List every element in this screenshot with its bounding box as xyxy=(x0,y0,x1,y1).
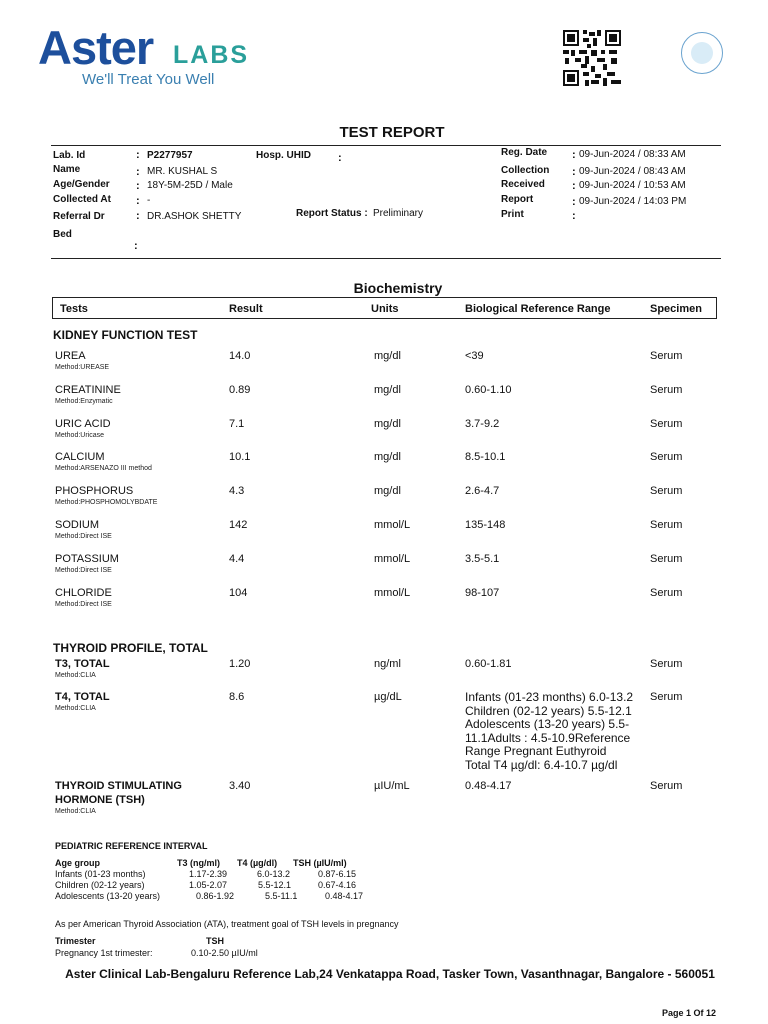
age-gender-label: Age/Gender xyxy=(53,179,110,190)
test-result: 10.1 xyxy=(229,451,251,463)
test-specimen: Serum xyxy=(650,519,683,531)
test-method: Method:Direct ISE xyxy=(55,533,112,540)
colon: : xyxy=(572,149,576,161)
pediatric-age: Adolescents (13-20 years) xyxy=(55,891,161,901)
test-range: 2.6-4.7 xyxy=(465,485,500,497)
pediatric-age: Infants (01-23 months) xyxy=(55,869,146,879)
test-name: THYROID STIMULATING xyxy=(55,780,182,792)
pediatric-t3: 1.05-2.07 xyxy=(189,880,228,890)
col-header-range: Biological Reference Range xyxy=(465,303,611,315)
test-method: Method:Uricase xyxy=(55,432,105,439)
test-result: 7.1 xyxy=(229,418,245,430)
test-unit: ng/ml xyxy=(374,658,401,670)
colon: : xyxy=(134,240,138,252)
colon: : xyxy=(136,166,140,178)
collected-at-value: - xyxy=(147,195,151,206)
header-divider-top xyxy=(51,145,721,146)
colon: : xyxy=(572,196,576,208)
accreditation-seal-icon xyxy=(681,32,723,74)
brand-logo-name: Aster xyxy=(38,21,154,74)
lab-address: Aster Clinical Lab-Bengaluru Reference Lab,24 Venkatappa Road, Tasker Town, Vasanthnagar, Bangalore - 560051 xyxy=(65,967,715,981)
report-date-value: 09-Jun-2024 / 14:03 PM xyxy=(579,196,687,207)
test-unit: mg/dl xyxy=(374,451,401,463)
range-line: Adolescents (13-20 years) 5.5- xyxy=(465,717,630,731)
test-specimen: Serum xyxy=(650,418,683,430)
pediatric-header-age: Age group xyxy=(55,858,100,868)
report-title: TEST REPORT xyxy=(339,124,445,141)
test-result: 142 xyxy=(229,519,248,531)
test-range-long xyxy=(465,691,650,772)
colon: : xyxy=(572,180,576,192)
test-specimen: Serum xyxy=(650,587,683,599)
col-header-specimen: Specimen xyxy=(650,303,702,315)
pediatric-t3: 0.86-1.92 xyxy=(196,891,235,901)
trimester-label: Pregnancy 1st trimester: xyxy=(55,948,153,958)
test-method: Method:UREASE xyxy=(55,364,110,371)
test-specimen: Serum xyxy=(650,451,683,463)
col-header-tests: Tests xyxy=(60,303,88,315)
range-line: 11.1Adults : 4.5-10.9Reference xyxy=(465,730,631,745)
trimester-header: Trimester xyxy=(55,936,96,946)
test-specimen: Serum xyxy=(650,780,683,792)
test-name: PHOSPHORUS xyxy=(55,485,134,497)
brand-tagline: We'll Treat You Well xyxy=(82,71,215,88)
ata-note: As per American Thyroid Association (ATA), treatment goal of TSH levels in pregnancy xyxy=(55,919,399,929)
qr-code-icon xyxy=(563,30,621,86)
thyroid-group-title: THYROID PROFILE, TOTAL xyxy=(53,641,208,655)
test-result: 104 xyxy=(229,587,248,599)
test-name: CHLORIDE xyxy=(55,587,112,599)
kidney-group-title: KIDNEY FUNCTION TEST xyxy=(53,328,198,342)
section-title: Biochemistry xyxy=(353,280,443,296)
test-range: 98-107 xyxy=(465,587,500,599)
test-result: 14.0 xyxy=(229,350,251,362)
page-number: Page 1 Of 12 xyxy=(661,1008,716,1018)
colon: : xyxy=(136,210,140,222)
range-line: Total T4 µg/dl: 6.4-10.7 µg/dl xyxy=(465,757,618,772)
test-method: Method:Direct ISE xyxy=(55,601,112,608)
range-line: Children (02-12 years) 5.5-12.1 xyxy=(465,703,632,718)
test-range: 0.48-4.17 xyxy=(465,780,512,792)
colon: : xyxy=(136,180,140,192)
colon: : xyxy=(136,149,140,161)
test-result: 8.6 xyxy=(229,691,245,703)
test-name-line2: HORMONE (TSH) xyxy=(55,794,145,806)
test-unit: mmol/L xyxy=(374,519,411,531)
test-unit: mmol/L xyxy=(374,587,411,599)
collection-label: Collection xyxy=(501,165,550,176)
collected-at-label: Collected At xyxy=(53,194,111,205)
test-unit: mg/dl xyxy=(374,350,401,362)
test-method: Method:CLIA xyxy=(55,672,96,679)
test-result: 4.3 xyxy=(229,485,245,497)
trimester-value: 0.10-2.50 µIU/ml xyxy=(191,948,258,958)
received-value: 09-Jun-2024 / 10:53 AM xyxy=(579,180,686,191)
pediatric-t4: 5.5-12.1 xyxy=(258,880,292,890)
test-unit: mg/dl xyxy=(374,485,401,497)
test-name: CALCIUM xyxy=(55,451,105,463)
pediatric-tsh: 0.48-4.17 xyxy=(325,891,364,901)
print-label: Print xyxy=(501,209,524,220)
referral-value: DR.ASHOK SHETTY xyxy=(147,211,242,222)
test-method: Method:Direct ISE xyxy=(55,567,112,574)
test-range: 0.60-1.10 xyxy=(465,384,512,396)
hosp-uhid-label: Hosp. UHID xyxy=(256,150,311,161)
test-name: CREATININE xyxy=(55,384,121,396)
test-unit: µIU/mL xyxy=(374,780,410,792)
test-name: T3, TOTAL xyxy=(55,658,110,670)
lab-id-value: P2277957 xyxy=(147,150,193,161)
test-specimen: Serum xyxy=(650,658,683,670)
range-line: Range Pregnant Euthyroid xyxy=(465,744,607,758)
age-gender-value: 18Y-5M-25D / Male xyxy=(147,180,233,191)
reg-date-value: 09-Jun-2024 / 08:33 AM xyxy=(579,149,686,160)
test-specimen: Serum xyxy=(650,485,683,497)
test-name: T4, TOTAL xyxy=(55,691,110,703)
test-method: Method:Enzymatic xyxy=(55,398,113,405)
test-result: 1.20 xyxy=(229,658,251,670)
header-divider-bottom xyxy=(51,258,721,259)
pediatric-header-t4: T4 (µg/dl) xyxy=(237,858,278,868)
report-date-label: Report xyxy=(501,194,534,205)
test-method: Method:CLIA xyxy=(55,808,96,815)
lab-id-label: Lab. Id xyxy=(53,150,86,161)
test-range: 135-148 xyxy=(465,519,506,531)
range-line: Infants (01-23 months) 6.0-13.2 xyxy=(465,690,634,704)
test-method: Method:CLIA xyxy=(55,705,96,712)
pediatric-age: Children (02-12 years) xyxy=(55,880,145,890)
pediatric-t4: 6.0-13.2 xyxy=(257,869,291,879)
test-specimen: Serum xyxy=(650,691,683,703)
test-unit: µg/dL xyxy=(374,691,402,703)
trimester-tsh-header: TSH xyxy=(206,936,224,946)
colon: : xyxy=(572,166,576,178)
pediatric-t4: 5.5-11.1 xyxy=(265,891,298,901)
test-range: <39 xyxy=(465,350,484,362)
brand-logo-sub: LABS xyxy=(173,41,250,69)
test-name: URIC ACID xyxy=(55,418,111,430)
test-result: 4.4 xyxy=(229,553,245,565)
pediatric-tsh: 0.87-6.15 xyxy=(318,869,357,879)
reg-date-label: Reg. Date xyxy=(501,147,548,158)
test-unit: mg/dl xyxy=(374,384,401,396)
collection-value: 09-Jun-2024 / 08:43 AM xyxy=(579,166,686,177)
name-label: Name xyxy=(53,164,81,175)
pediatric-tsh: 0.67-4.16 xyxy=(318,880,357,890)
report-status-value: Preliminary xyxy=(373,208,424,219)
bed-label: Bed xyxy=(53,229,72,240)
test-range: 8.5-10.1 xyxy=(465,451,506,463)
test-unit: mg/dl xyxy=(374,418,401,430)
pediatric-header-tsh: TSH (µIU/ml) xyxy=(293,858,347,868)
test-range: 0.60-1.81 xyxy=(465,658,512,670)
col-header-result: Result xyxy=(229,303,263,315)
test-specimen: Serum xyxy=(650,384,683,396)
colon: : xyxy=(338,152,342,164)
test-name: UREA xyxy=(55,350,86,362)
test-unit: mmol/L xyxy=(374,553,411,565)
test-specimen: Serum xyxy=(650,350,683,362)
report-status-label: Report Status : xyxy=(296,208,368,219)
test-method: Method:PHOSPHOMOLYBDATE xyxy=(55,499,158,506)
test-range: 3.7-9.2 xyxy=(465,418,500,430)
test-specimen: Serum xyxy=(650,553,683,565)
col-header-units: Units xyxy=(371,303,399,315)
pediatric-t3: 1.17-2.39 xyxy=(189,869,228,879)
patient-name: MR. KUSHAL S xyxy=(147,166,218,177)
colon: : xyxy=(572,210,576,222)
test-range: 3.5-5.1 xyxy=(465,553,500,565)
test-name: SODIUM xyxy=(55,519,99,531)
test-result: 3.40 xyxy=(229,780,251,792)
test-result: 0.89 xyxy=(229,384,251,396)
test-method: Method:ARSENAZO III method xyxy=(55,465,152,472)
pediatric-title: PEDIATRIC REFERENCE INTERVAL xyxy=(55,841,208,851)
pediatric-header-t3: T3 (ng/ml) xyxy=(177,858,220,868)
colon: : xyxy=(136,195,140,207)
received-label: Received xyxy=(501,179,545,190)
referral-label: Referral Dr xyxy=(53,211,105,222)
test-name: POTASSIUM xyxy=(55,553,119,565)
